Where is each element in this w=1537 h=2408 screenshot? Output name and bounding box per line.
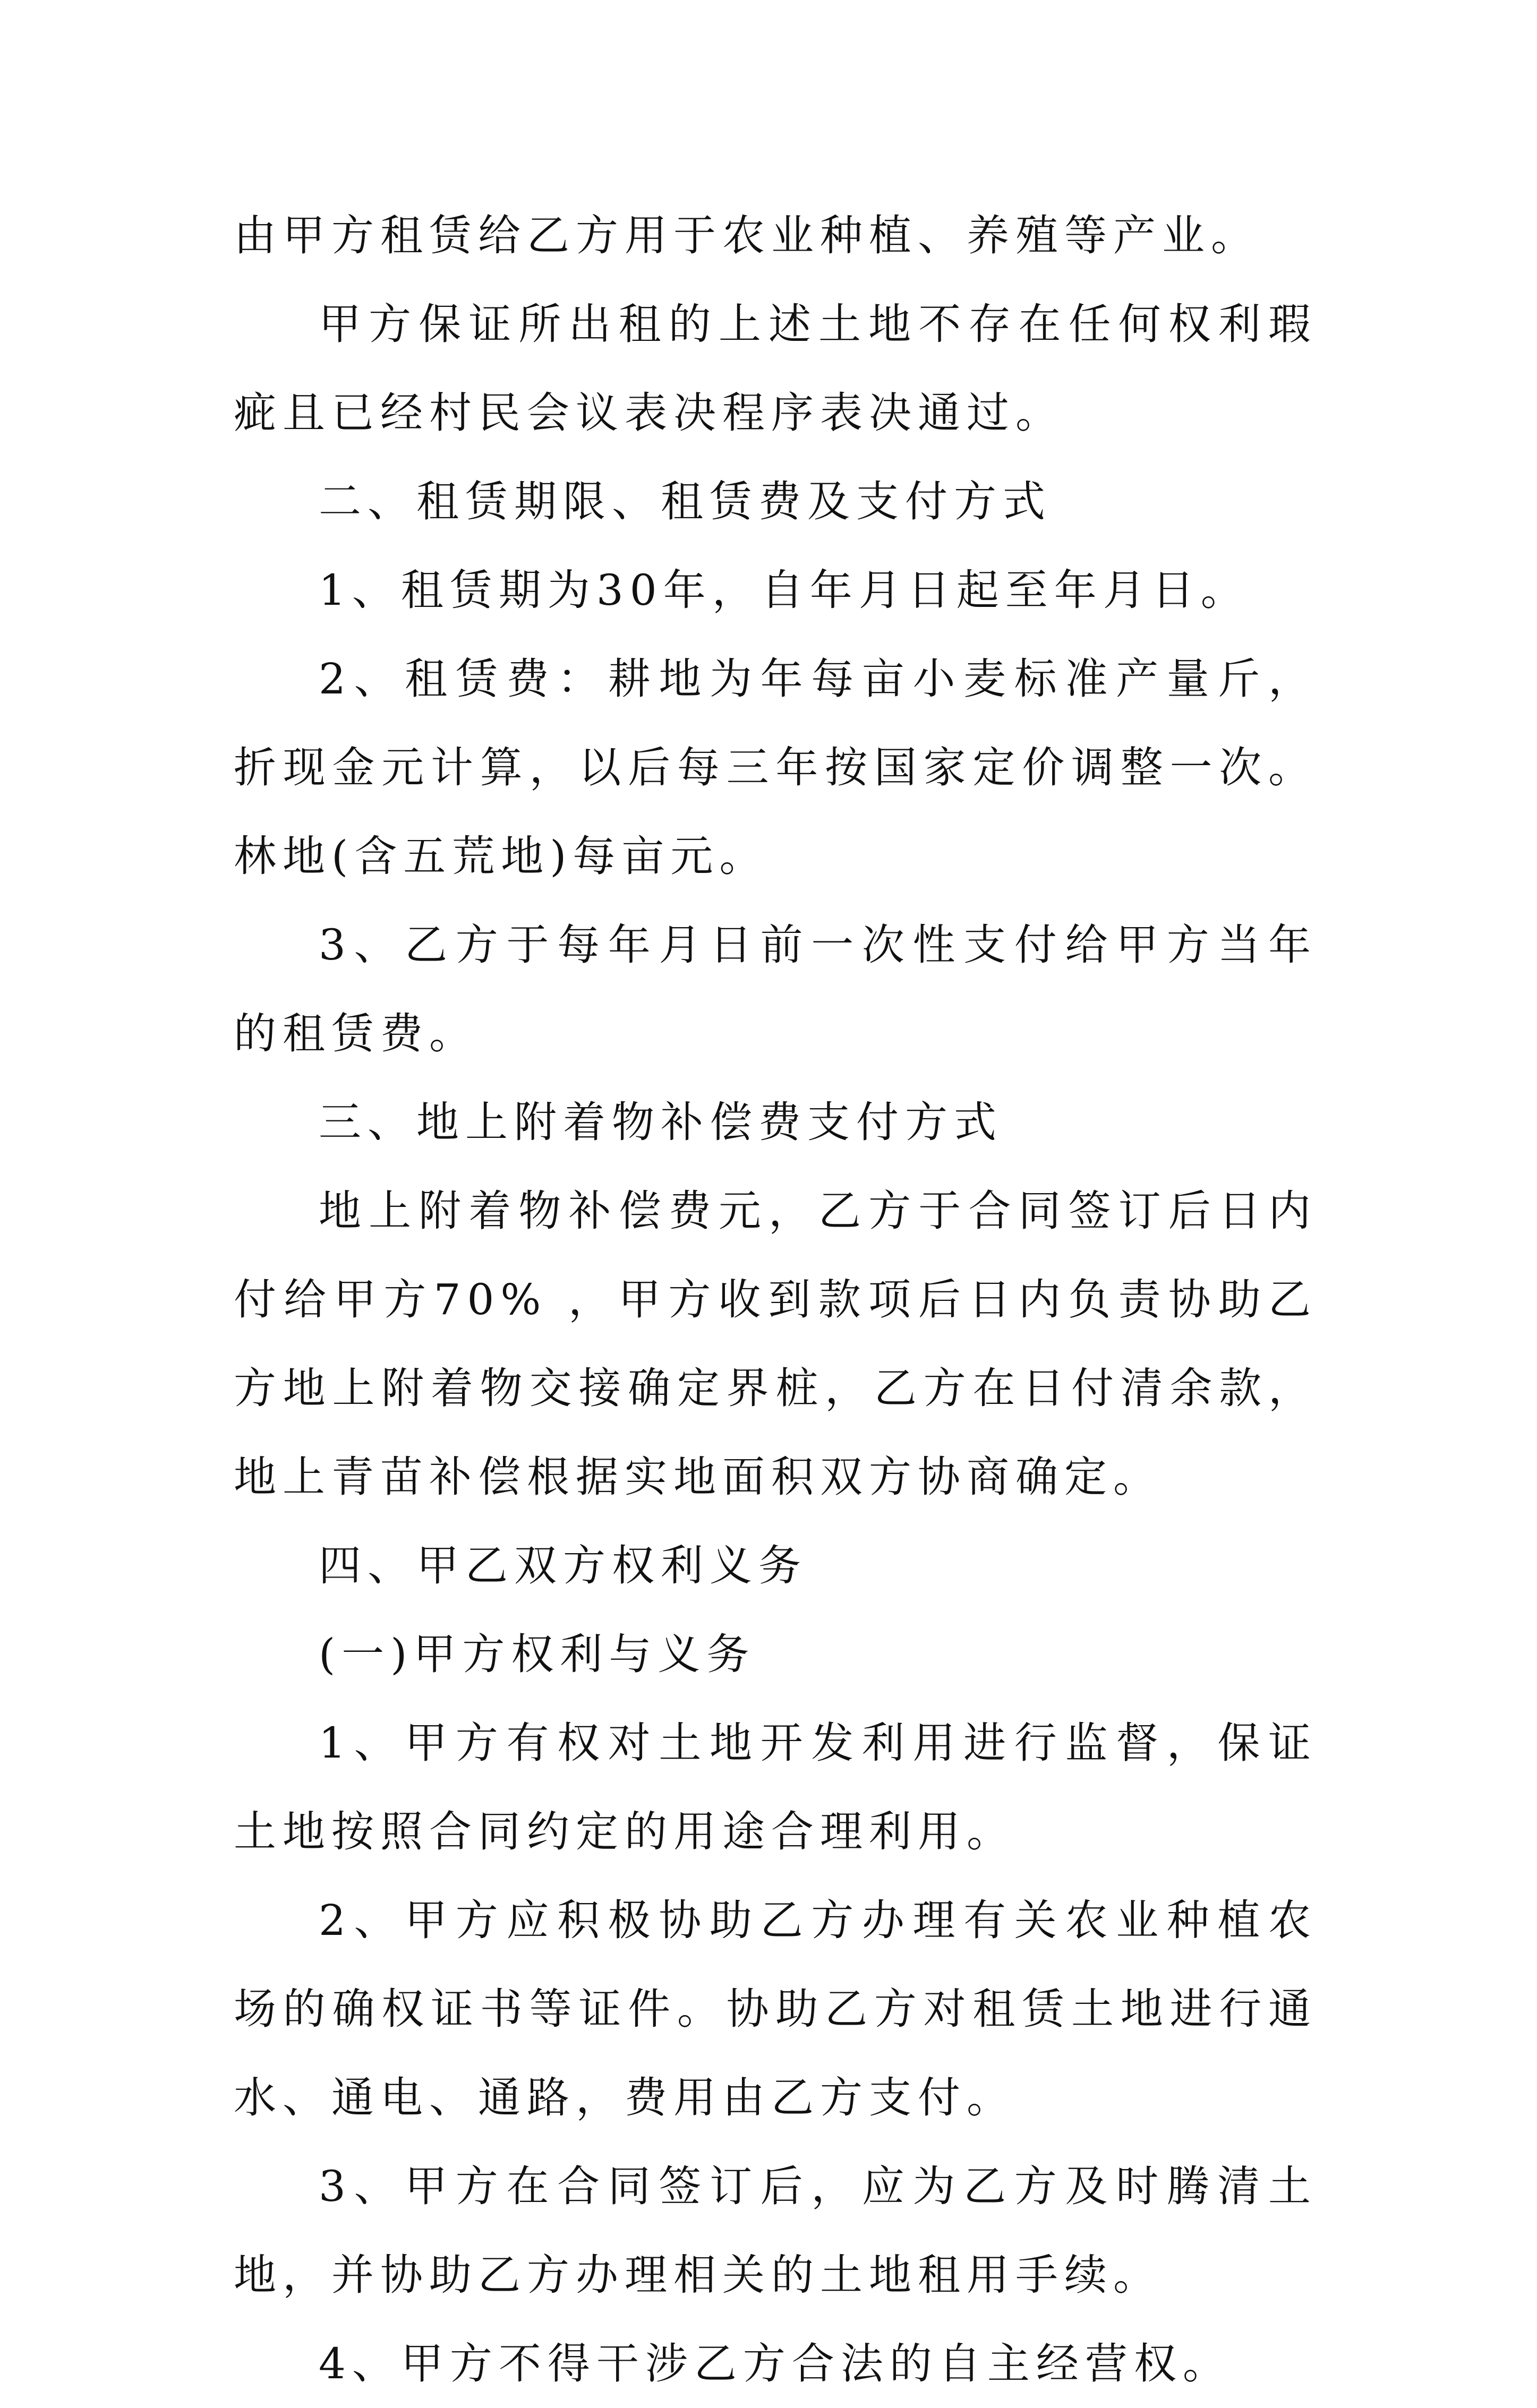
section-heading-rights: 四、甲乙双方权利义务	[319, 1541, 807, 1590]
paragraph-1: 由甲方租赁给乙方用于农业种植、养殖等产业。	[234, 211, 1260, 260]
section-heading-lease-term: 二、租赁期限、租赁费及支付方式	[319, 477, 1052, 526]
paragraph-party-a-2: 2、甲方应积极协助乙方办理有关农业种植农场的确权证书等证件。协助乙方对租赁土地进行通水、通电、通路，费用由乙方支付。	[234, 1896, 1317, 2122]
document-body	[234, 191, 1317, 2408]
paragraph-lease-period: 1、租赁期为30年，自年月日起至年月日。	[319, 565, 1250, 615]
paragraph-payment: 3、乙方于每年月日前一次性支付给甲方当年的租赁费。	[234, 920, 1317, 1058]
paragraph-party-a-1: 1、甲方有权对土地开发利用进行监督，保证土地按照合同约定的用途合理利用。	[234, 1718, 1317, 1856]
section-heading-compensation: 三、地上附着物补偿费支付方式	[319, 1098, 1003, 1147]
paragraph-party-a-3: 3、甲方在合同签订后，应为乙方及时腾清土地，并协助乙方办理相关的土地租用手续。	[234, 2162, 1317, 2300]
paragraph-2: 甲方保证所出租的上述土地不存在任何权利瑕疵且已经村民会议表决程序表决通过。	[234, 299, 1317, 438]
paragraph-compensation: 地上附着物补偿费元，乙方于合同签订后日内付给甲方70% ，甲方收到款项后日内负责协助乙方地上附着物交接确定界桩，乙方在日付清余款，地上青苗补偿根据实地面积双方协商确定。	[234, 1186, 1317, 1502]
paragraph-rent: 2、租赁费：耕地为年每亩小麦标准产量斤，折现金元计算，以后每三年按国家定价调整一次。林地(含五荒地)每亩元。	[234, 654, 1317, 881]
subsection-heading-party-a: (一)甲方权利与义务	[319, 1630, 756, 1679]
paragraph-party-a-4: 4、甲方不得干涉乙方合法的自主经营权。	[319, 2339, 1232, 2388]
